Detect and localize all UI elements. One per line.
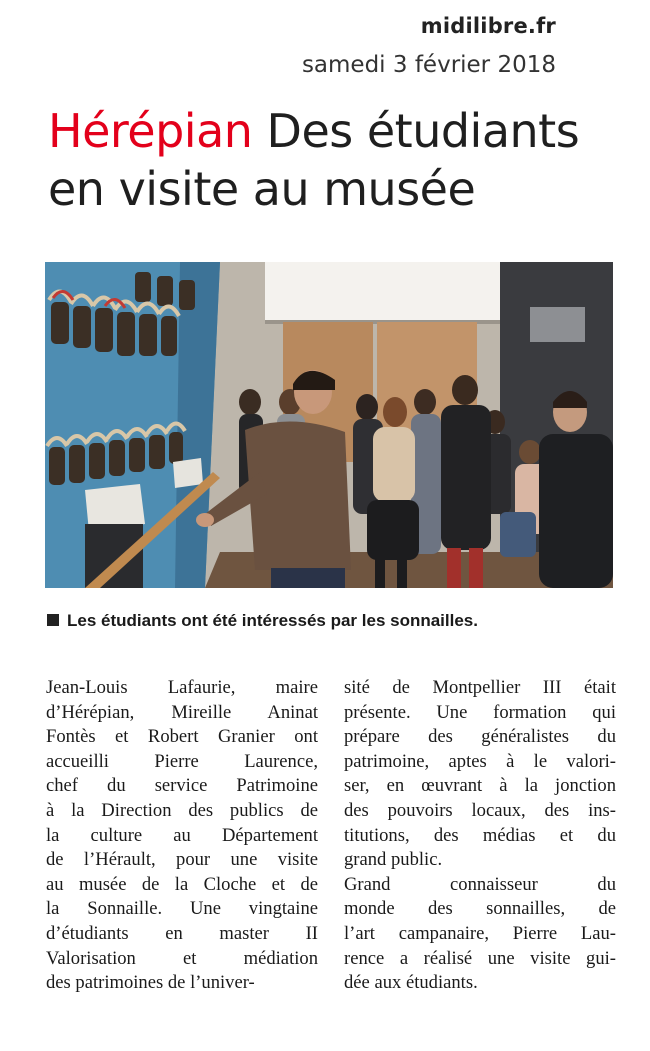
body-line: Jean-Louis Lafaurie, maire	[46, 677, 318, 698]
body-line: Valorisation et médiation	[46, 947, 318, 969]
body-line: des pouvoirs locaux, des ins-	[344, 799, 616, 821]
body-line: au musée de la Cloche et de	[46, 873, 318, 895]
body-line: de l’Hérault, pour une visite	[46, 849, 318, 871]
headline-kicker: Hérépian	[48, 104, 253, 158]
body-line: la culture au Département	[46, 824, 318, 846]
body-line: sité de Montpellier III était	[344, 677, 616, 698]
body-line: la Sonnaille. Une vingtaine	[46, 898, 318, 920]
body-line: ser, en œuvrant à la jonction	[344, 775, 616, 797]
photo-icon	[45, 262, 613, 588]
body-line: Fontès et Robert Granier ont	[46, 726, 318, 748]
headline-line2: en visite au musée	[48, 162, 476, 216]
body-line: l’art campanaire, Pierre Lau-	[344, 922, 616, 944]
body-line: patrimoine, aptes à le valori-	[344, 750, 616, 772]
body-line: présente. Une formation qui	[344, 701, 616, 723]
body-line: dée aux étudiants.	[344, 972, 478, 994]
body-line: grand public.	[344, 849, 443, 871]
caption-text: Les étudiants ont été intéressés par les sonnailles.	[67, 611, 478, 630]
body-line: prépare des généralistes du	[344, 726, 616, 748]
body-line: d’étudiants en master II	[46, 922, 318, 944]
body-line: Grand connaisseur du	[344, 873, 616, 895]
source-site: midilibre.fr	[420, 14, 556, 38]
photo-caption	[47, 611, 627, 631]
body-line: monde des sonnailles, de	[344, 898, 616, 920]
caption-bullet-icon	[47, 614, 59, 626]
headline-line1: Des étudiants	[266, 104, 580, 158]
article-photo	[45, 262, 613, 588]
body-column-left	[46, 676, 318, 996]
body-line: titutions, des médias et du	[344, 824, 616, 846]
body-line: des patrimoines de l’univer-	[46, 972, 255, 994]
body-column-right	[344, 676, 616, 996]
headline	[48, 102, 628, 218]
body-line: à la Direction des publics de	[46, 799, 318, 821]
body-line: d’Hérépian, Mireille Aninat	[46, 701, 318, 723]
body-line: rence a réalisé une visite gui-	[344, 947, 616, 969]
body-line: accueilli Pierre Laurence,	[46, 750, 318, 772]
article-date: samedi 3 février 2018	[301, 52, 556, 78]
body-line: chef du service Patrimoine	[46, 775, 318, 797]
